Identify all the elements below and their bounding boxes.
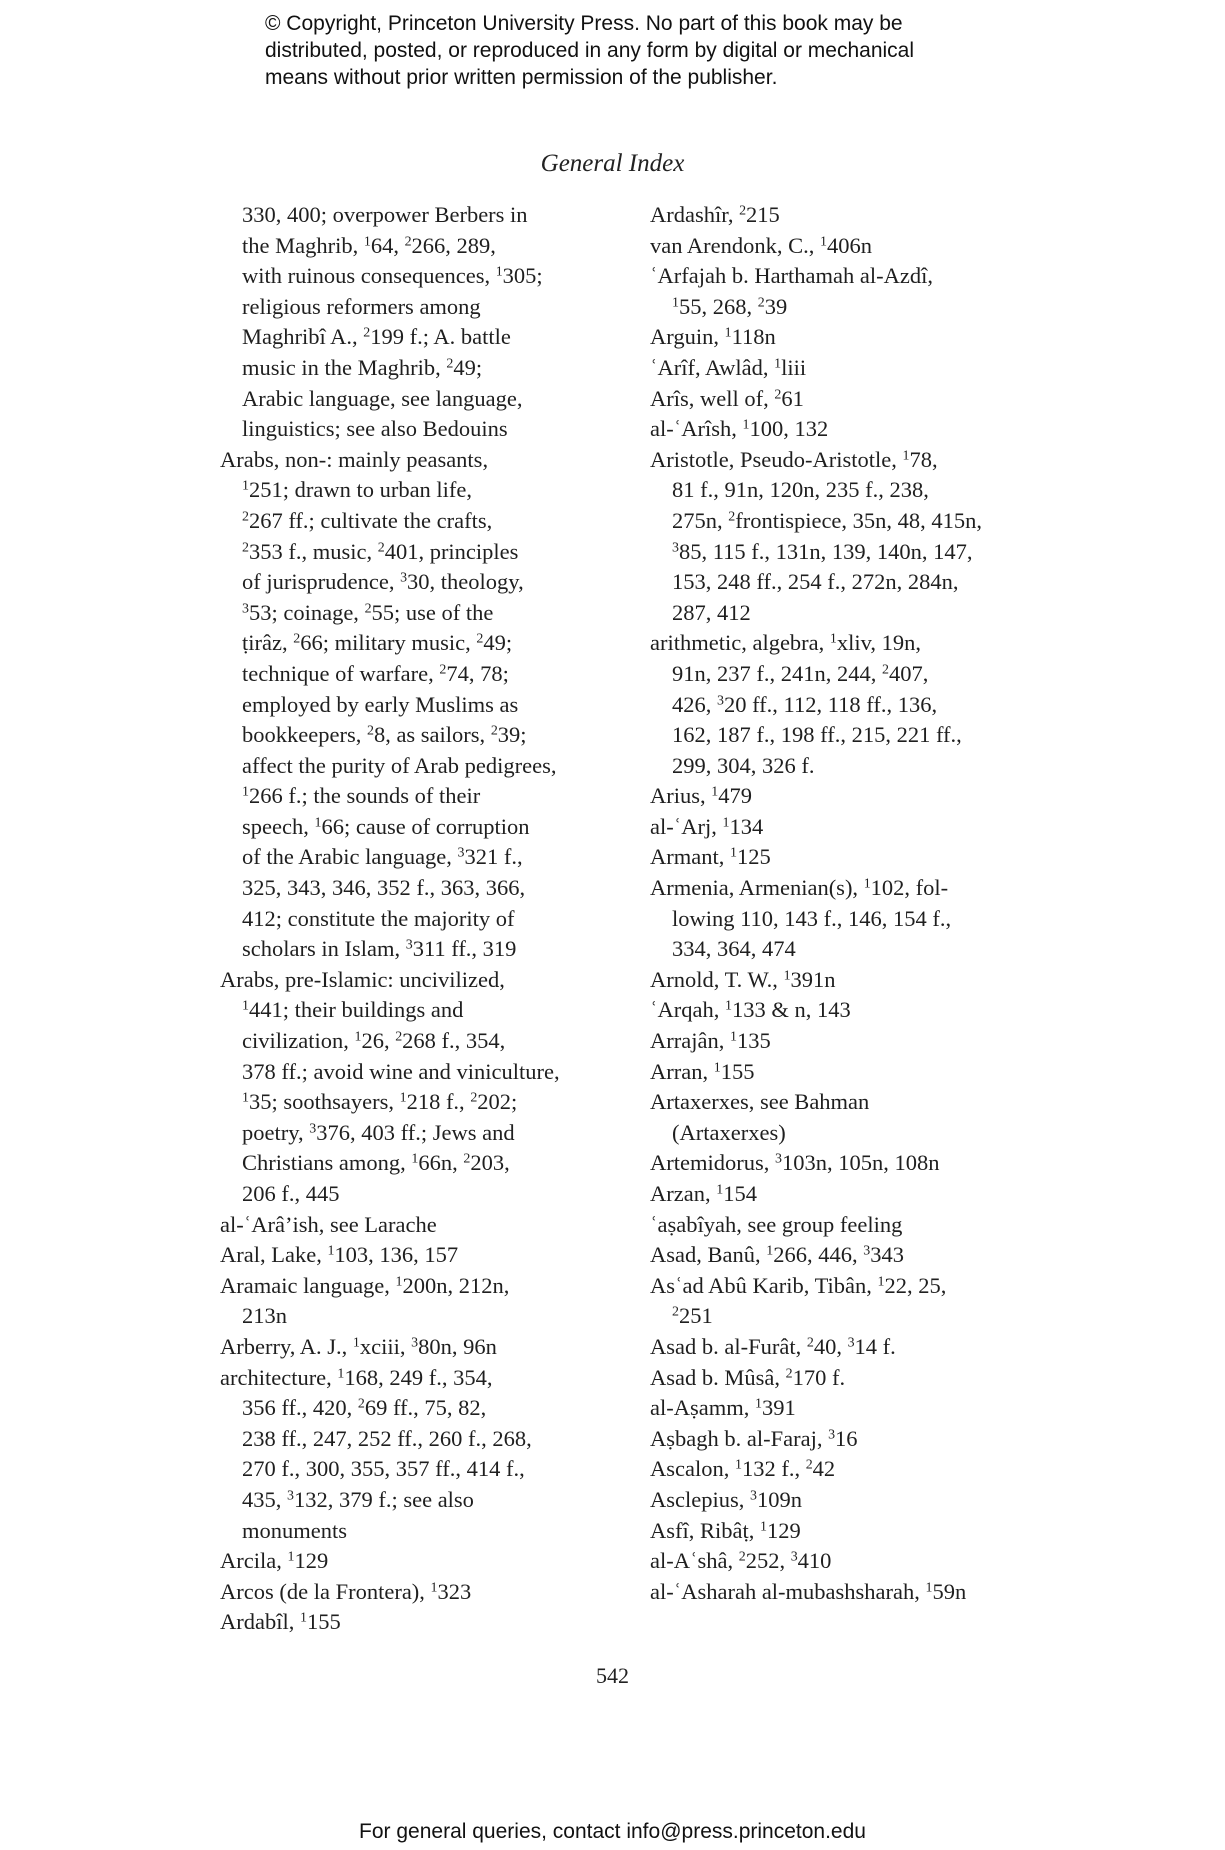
index-line: Arguin, $^1$118n bbox=[650, 324, 776, 350]
index-line: Maghribî A., $^2$199 f.; A. battle bbox=[242, 324, 511, 350]
index-line: ʿArfajah b. Harthamah al-Azdî, bbox=[650, 263, 933, 289]
index-line: $^1$441; their buildings and bbox=[242, 997, 464, 1023]
index-line: 275n, $^2$frontispiece, 35n, 48, 415n, bbox=[672, 507, 983, 533]
index-line: 213n bbox=[242, 1303, 287, 1329]
index-line: Armant, $^1$125 bbox=[650, 844, 771, 870]
index-line: al-Aṣamm, $^1$391 bbox=[650, 1395, 796, 1421]
footer-contact: For general queries, contact info@press.princeton.edu bbox=[359, 1820, 866, 1843]
index-line: van Arendonk, C., $^1$406n bbox=[650, 232, 872, 258]
index-line: 435, $^3$132, 379 f.; see also bbox=[242, 1486, 474, 1512]
index-line: 325, 343, 346, 352 f., 363, 366, bbox=[242, 875, 526, 901]
index-line: Arabs, pre-Islamic: uncivilized, bbox=[220, 966, 505, 992]
copyright-line-1: © Copyright, Princeton University Press. No part of this book may be bbox=[265, 12, 903, 35]
index-line: Asclepius, $^3$109n bbox=[650, 1486, 802, 1512]
index-line: Artaxerxes, see Bahman bbox=[650, 1089, 870, 1115]
index-line: Arîs, well of, $^2$61 bbox=[650, 385, 804, 411]
index-line: Aṣbagh b. al-Faraj, $^3$16 bbox=[650, 1425, 858, 1451]
running-head: General Index bbox=[540, 150, 685, 177]
index-line: of the Arabic language, $^3$321 f., bbox=[242, 844, 523, 870]
index-line: Arnold, T. W., $^1$391n bbox=[650, 966, 836, 992]
index-column-left bbox=[220, 200, 640, 1638]
index-line: the Maghrib, $^1$64, $^2$266, 289, bbox=[242, 232, 496, 258]
index-line: scholars in Islam, $^3$311 ff., 319 bbox=[242, 936, 517, 962]
index-line: $^1$55, 268, $^2$39 bbox=[672, 293, 788, 319]
index-line: ṭirâz, $^2$66; military music, $^2$49; bbox=[242, 630, 513, 656]
index-line: Aramaic language, $^1$200n, 212n, bbox=[220, 1272, 510, 1298]
index-line: Arzan, $^1$154 bbox=[650, 1181, 757, 1206]
index-line: Arrajân, $^1$135 bbox=[650, 1028, 771, 1054]
index-line: Christians among, $^1$66n, $^2$203, bbox=[242, 1150, 510, 1176]
index-line: with ruinous consequences, $^1$305; bbox=[242, 263, 543, 289]
index-line: Armenia, Armenian(s), $^1$102, fol- bbox=[650, 875, 949, 901]
index-line: Asad, Banû, $^1$266, 446, $^3$343 bbox=[650, 1242, 904, 1268]
index-line: affect the purity of Arab pedigrees, bbox=[242, 752, 557, 778]
index-line: ʿArqah, $^1$133 & n, 143 bbox=[650, 997, 851, 1023]
index-line: religious reformers among bbox=[242, 293, 481, 319]
index-line: bookkeepers, $^2$8, as sailors, $^2$39; bbox=[242, 722, 527, 748]
index-line: Arabic language, see language, bbox=[242, 385, 523, 411]
index-line: speech, $^1$66; cause of corruption bbox=[242, 813, 530, 839]
index-line: 426, $^3$20 ff., 112, 118 ff., 136, bbox=[672, 691, 938, 717]
index-line: Arran, $^1$155 bbox=[650, 1058, 755, 1084]
index-line: Arcos (de la Frontera), $^1$323 bbox=[220, 1578, 472, 1604]
index-line: ʿaṣabîyah, see group feeling bbox=[650, 1211, 903, 1237]
index-line: al-ʿArîsh, $^1$100, 132 bbox=[650, 416, 829, 442]
index-line: architecture, $^1$168, 249 f., 354, bbox=[220, 1364, 493, 1390]
index-line: 334, 364, 474 bbox=[672, 936, 796, 962]
index-line: Asad b. al-Furât, $^2$40, $^3$14 f. bbox=[650, 1333, 896, 1359]
index-line: Arcila, $^1$129 bbox=[220, 1548, 329, 1574]
index-line: 299, 304, 326 f. bbox=[672, 752, 815, 778]
index-line: Asʿad Abû Karib, Tibân, $^1$22, 25, bbox=[650, 1272, 947, 1298]
index-line: al-Aʿshâ, $^2$252, $^3$410 bbox=[650, 1548, 832, 1574]
index-line: Aristotle, Pseudo-Aristotle, $^1$78, bbox=[650, 446, 938, 472]
index-line: arithmetic, algebra, $^1$xliv, 19n, bbox=[650, 630, 922, 656]
index-line: $^2$353 f., music, $^2$401, principles bbox=[242, 538, 519, 564]
index-line: 330, 400; overpower Berbers in bbox=[242, 202, 528, 227]
index-line: $^3$53; coinage, $^2$55; use of the bbox=[242, 599, 494, 625]
index-line: 153, 248 ff., 254 f., 272n, 284n, bbox=[672, 569, 959, 595]
index-line: lowing 110, 143 f., 146, 154 f., bbox=[672, 905, 952, 931]
copyright-line-2: distributed, posted, or reproduced in any form by digital or mechanical bbox=[265, 39, 915, 62]
index-line: civilization, $^1$26, $^2$268 f., 354, bbox=[242, 1028, 506, 1054]
index-line: Ardashîr, $^2$215 bbox=[650, 202, 780, 227]
index-line: Arberry, A. J., $^1$xciii, $^3$80n, 96n bbox=[220, 1333, 497, 1359]
index-line: al-ʿArâ’ish, see Larache bbox=[220, 1211, 437, 1237]
index-line: 81 f., 91n, 120n, 235 f., 238, bbox=[672, 477, 929, 503]
copyright-line-3: means without prior written permission of the publisher. bbox=[265, 66, 778, 89]
index-line: Ardabîl, $^1$155 bbox=[220, 1609, 341, 1635]
index-line: 206 f., 445 bbox=[242, 1181, 340, 1206]
index-line: al-ʿArj, $^1$134 bbox=[650, 813, 764, 839]
index-line: 378 ff.; avoid wine and viniculture, bbox=[242, 1058, 560, 1084]
index-line: 356 ff., 420, $^2$69 ff., 75, 82, bbox=[242, 1395, 487, 1421]
index-line: $^1$35; soothsayers, $^1$218 f., $^2$202; bbox=[242, 1089, 518, 1115]
index-line: technique of warfare, $^2$74, 78; bbox=[242, 660, 509, 686]
index-line: Asad b. Mûsâ, $^2$170 f. bbox=[650, 1364, 846, 1390]
index-line: $^2$267 ff.; cultivate the crafts, bbox=[242, 507, 493, 533]
index-line: 412; constitute the majority of bbox=[242, 905, 515, 931]
index-line: employed by early Muslims as bbox=[242, 691, 519, 717]
index-line: al-ʿAsharah al-mubashsharah, $^1$59n bbox=[650, 1578, 967, 1604]
index-line: monuments bbox=[242, 1517, 347, 1543]
index-line: of jurisprudence, $^3$30, theology, bbox=[242, 569, 524, 595]
index-line: 270 f., 300, 355, 357 ff., 414 f., bbox=[242, 1456, 525, 1482]
index-line: Ascalon, $^1$132 f., $^2$42 bbox=[650, 1456, 836, 1482]
index-line: 238 ff., 247, 252 ff., 260 f., 268, bbox=[242, 1425, 532, 1451]
index-line: 91n, 237 f., 241n, 244, $^2$407, bbox=[672, 660, 929, 686]
index-line: $^2$251 bbox=[672, 1303, 713, 1329]
index-line: 287, 412 bbox=[672, 599, 751, 625]
index-column-right bbox=[650, 200, 1070, 1607]
index-line: Arius, $^1$479 bbox=[650, 783, 752, 809]
index-line: Arabs, non-: mainly peasants, bbox=[220, 446, 489, 472]
index-line: poetry, $^3$376, 403 ff.; Jews and bbox=[242, 1119, 515, 1145]
page-number: 542 bbox=[596, 1663, 629, 1688]
index-line: $^1$251; drawn to urban life, bbox=[242, 477, 473, 503]
index-line: $^1$266 f.; the sounds of their bbox=[242, 783, 481, 809]
index-line: music in the Maghrib, $^2$49; bbox=[242, 354, 483, 380]
index-line: Asfî, Ribâṭ, $^1$129 bbox=[650, 1517, 801, 1543]
index-line: $^3$85, 115 f., 131n, 139, 140n, 147, bbox=[672, 538, 973, 564]
index-line: linguistics; see also Bedouins bbox=[242, 416, 508, 442]
index-line: (Artaxerxes) bbox=[672, 1119, 786, 1145]
index-line: ʿArîf, Awlâd, $^1$liii bbox=[650, 354, 807, 380]
index-line: 162, 187 f., 198 ff., 215, 221 ff., bbox=[672, 722, 962, 748]
index-line: Artemidorus, $^3$103n, 105n, 108n bbox=[650, 1150, 940, 1176]
copyright-notice bbox=[265, 10, 985, 91]
index-line: Aral, Lake, $^1$103, 136, 157 bbox=[220, 1242, 459, 1268]
